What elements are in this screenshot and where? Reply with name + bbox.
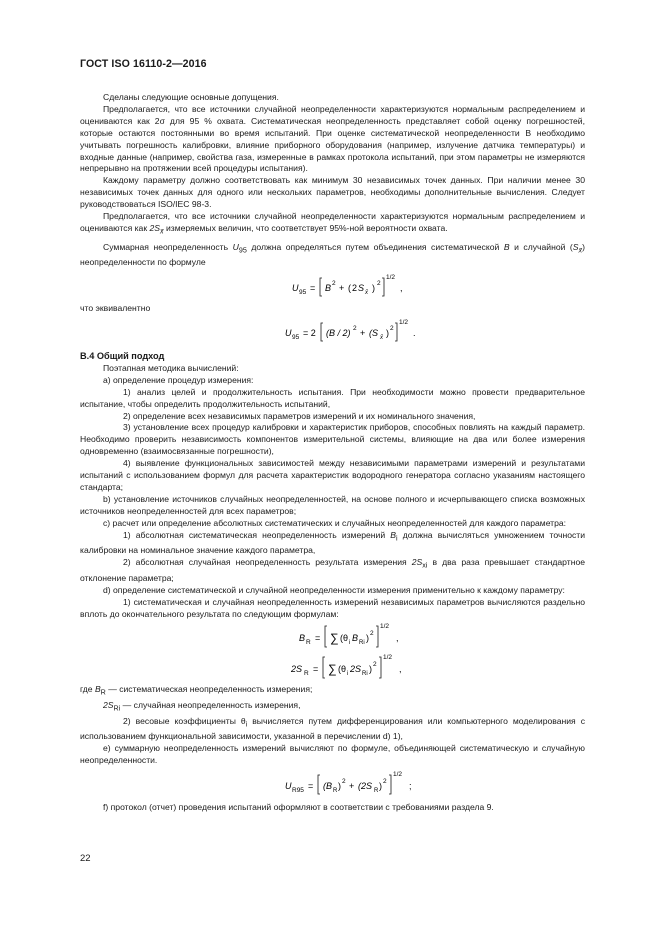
svg-text:R95: R95 — [292, 787, 304, 794]
svg-text:1/2: 1/2 — [383, 654, 393, 662]
formula-ur95 — [80, 767, 585, 800]
svg-text:2: 2 — [377, 280, 381, 288]
svg-text:B: B — [325, 283, 332, 294]
svg-text:+: + — [360, 328, 366, 339]
svg-text:): ) — [379, 781, 382, 791]
paragraph-random-uncertainty: Предполагается, что все источники случайной неопределенности характеризуются нормальным распределением и оцениваются как 2σ для 95 % охвата. Систематическая неопределенность представляет собой оценку погрешностей, которые остаются постоянными во время испытаний. При оценке систематической неопределенности B необходимо учитывать погрешность калибровки, влияние приборного оборудования (например, излучение датчика температуры) и входные данные (например, свойства газа, измеренные в рамках протокола испытаний, при этом параметры не измеряются непрерывно на протяжении всей процедуры испытания). — [80, 103, 585, 174]
page-number: 22 — [80, 853, 91, 864]
svg-text:,: , — [399, 664, 402, 675]
formula-u95-equivalent — [80, 315, 585, 347]
svg-text:2: 2 — [370, 630, 374, 638]
svg-text:∑: ∑ — [330, 631, 339, 646]
paragraph-equivalent: что эквивалентно — [80, 303, 151, 314]
list-item-b: b) установление источников случайных неопределенностей, на основе полного и исчерпывающего списка возможных источников неопределенностей для всех параметров; — [80, 493, 585, 516]
svg-text:Ri: Ri — [359, 640, 365, 647]
svg-text:i: i — [349, 640, 351, 647]
svg-text:.: . — [413, 328, 416, 339]
svg-text:(B: (B — [323, 781, 332, 791]
svg-text:(2S: (2S — [358, 781, 373, 791]
svg-text:): ) — [372, 283, 375, 294]
svg-text:(: ( — [348, 283, 351, 294]
method-intro: Поэтапная методика вычислений: — [103, 362, 239, 373]
svg-text:95: 95 — [299, 289, 307, 297]
svg-text:2: 2 — [352, 283, 358, 294]
svg-text:(θ: (θ — [340, 633, 349, 644]
svg-text:(B / 2): (B / 2) — [326, 328, 351, 339]
list-item-a1: 1) анализ целей и продолжительность испытания. При необходимости можно провести предварительное испытание, чтобы определить продолжительность испытаний, — [80, 386, 585, 409]
list-item-c1: 1) абсолютная систематическая неопределенность измерений $B_i$ должна вычисляться умножением точности калибровки на номинальное значение каждого параметра, — [80, 529, 586, 556]
svg-text:1/2: 1/2 — [393, 771, 403, 778]
svg-text:1/2: 1/2 — [380, 623, 390, 631]
formula-2sr — [80, 651, 585, 682]
standard-header: ГОСТ ISO 16110-2—2016 — [80, 58, 207, 70]
svg-text:R: R — [306, 639, 311, 647]
svg-text:R: R — [333, 788, 338, 794]
list-item-d1: 1) систематическая и случайная неопределенность измерений независимых параметров вычисляются раздельно вплоть до окончательного результата по следующим формулам: — [80, 596, 585, 619]
svg-text:R: R — [304, 670, 309, 678]
svg-text:x̄: x̄ — [365, 290, 368, 297]
svg-text:,: , — [396, 633, 399, 644]
paragraph-coverage: Предполагается, что все источники случайной неопределенности характеризуются нормальным распределением и оцениваются как $2S_{x̄}$ измеряемых величин, что соответствует 95%-ной вероятности охвата. — [80, 211, 585, 236]
list-item-a4: 4) выявление функциональных зависимостей между независимыми параметрами измерений и результатами испытаний с использованием формул для расчета характеристик водородного генератора согласно указаниям настоящего стандарта; — [80, 458, 585, 492]
svg-text:): ) — [386, 328, 389, 339]
formula-br — [80, 620, 585, 651]
svg-text:,: , — [400, 283, 403, 294]
list-item-a2: 2) определение всех независимых параметров измерений и их номинального значения, — [123, 410, 476, 421]
svg-text:): ) — [369, 664, 372, 675]
svg-text:U: U — [285, 328, 292, 339]
svg-text:B: B — [299, 633, 306, 644]
svg-text:Ri: Ri — [362, 671, 368, 678]
paragraph-data-points: Каждому параметру должно соответствовать как минимум 30 независимых точек данных. При наличии менее 30 независимых точек данных для одного или нескольких параметров, необходимы дополнительные вычисления. Следует руководствоваться ISO/IEC 98-3. — [80, 175, 585, 210]
svg-text:U: U — [292, 283, 299, 294]
formula-u95 — [80, 269, 585, 303]
svg-text:=: = — [310, 283, 316, 294]
svg-text:1/2: 1/2 — [399, 319, 409, 327]
list-item-a: a) определение процедур измерения: — [103, 374, 254, 385]
svg-text:+: + — [339, 283, 345, 294]
svg-text:2: 2 — [383, 778, 387, 785]
list-item-d: d) определение систематической и случайной неопределенности измерения применительно к каждому параметру: — [103, 584, 565, 595]
svg-text:2: 2 — [342, 778, 346, 785]
svg-text:U: U — [285, 781, 292, 791]
svg-text:=: = — [308, 781, 314, 791]
paragraph-combined-uncertainty: Суммарная неопределенность $U_{95}$ должна определяться путем объединения систематической B и случайной $(S_{x̄})$ неопределенности по формуле — [80, 241, 585, 268]
svg-text:=: = — [313, 664, 319, 675]
svg-text:(S: (S — [369, 328, 378, 339]
svg-text:x̄: x̄ — [380, 335, 383, 342]
svg-text:(θ: (θ — [338, 664, 347, 675]
svg-text:i: i — [347, 671, 349, 678]
svg-text:2: 2 — [353, 325, 357, 333]
svg-text:1/2: 1/2 — [386, 274, 396, 282]
where-br: где $B_R$ — систематическая неопределенность измерения; — [80, 684, 313, 698]
svg-text:2: 2 — [332, 280, 336, 288]
svg-text:): ) — [338, 781, 341, 791]
svg-text:;: ; — [409, 781, 412, 791]
svg-text:+: + — [349, 781, 355, 791]
list-item-f: f) протокол (отчет) проведения испытаний оформляют в соответствии с требованиями раздела 9. — [103, 802, 494, 812]
paragraph-assumptions: Сделаны следующие основные допущения. — [103, 92, 279, 102]
list-item-c2: 2) абсолютная случайная неопределенность результата измерения $2S_{xi}$ в два раза превышает стандартное отклонение параметра; — [80, 557, 586, 583]
svg-text:R: R — [374, 788, 379, 794]
svg-text:∑: ∑ — [328, 662, 337, 677]
svg-text:=: = — [315, 633, 321, 644]
svg-text:S: S — [358, 283, 365, 294]
list-item-d2: 2) весовые коэффициенты $\theta_i$ вычисляется путем дифференцирования или компьютерного моделирования с использованием функциональной зависимости, указанной в перечислении d) 1), — [80, 715, 585, 742]
svg-text:95: 95 — [292, 334, 300, 342]
svg-text:2S: 2S — [350, 664, 362, 675]
list-item-c: c) расчет или определение абсолютных систематических и случайных неопределенностей для каждого параметра: — [103, 517, 567, 528]
section-heading: B.4 Общий подход — [80, 351, 165, 362]
svg-text:2: 2 — [373, 661, 377, 669]
document-body — [80, 92, 585, 814]
svg-text:): ) — [366, 633, 369, 644]
list-item-e: e) суммарную неопределенность измерений вычисляют по формуле, объединяющей систематическую и случайную неопределенности. — [80, 743, 585, 766]
svg-text:= 2: = 2 — [303, 328, 316, 339]
list-item-a3: 3) установление всех процедур калибровки и характеристик приборов, способных повлиять на каждый параметр. Необходимо проверить независимость компонентов измерительной системы, влияющие на два или более измерения одновременно (взаимосвязанные погрешности), — [80, 422, 585, 457]
svg-text:B: B — [352, 633, 359, 644]
where-2sri: $2S_{Ri}$ — случайная неопределенность измерения, — [103, 700, 301, 713]
svg-text:2S: 2S — [291, 664, 303, 675]
svg-text:2: 2 — [390, 325, 394, 333]
